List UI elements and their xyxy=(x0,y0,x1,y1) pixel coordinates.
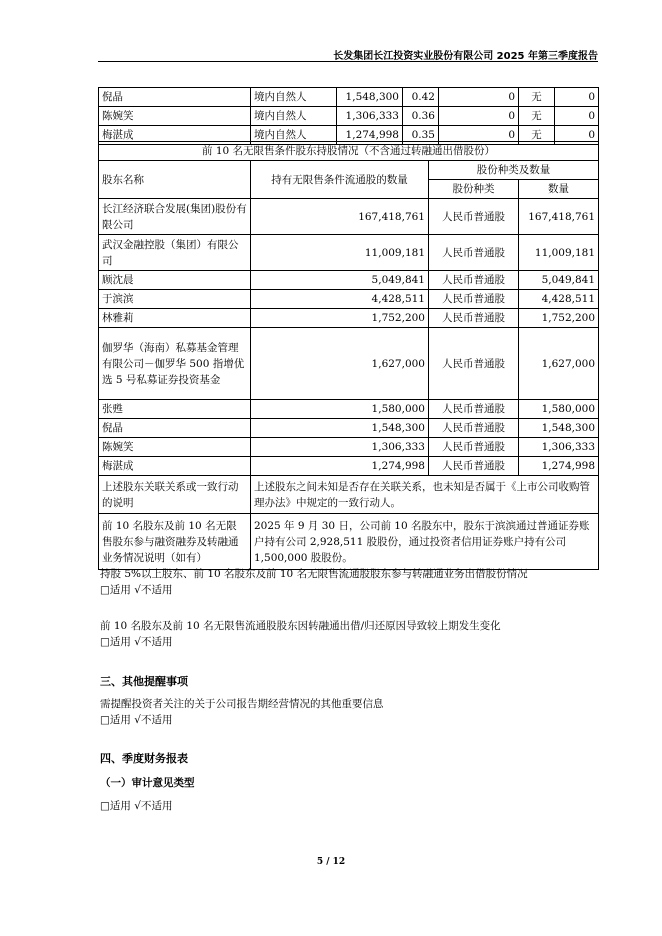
cell-kind: 人民币普通股 xyxy=(429,438,519,457)
cell-pct: 0.42 xyxy=(403,88,439,107)
cell-status: 无 xyxy=(519,107,555,126)
cell-count: 5,049,841 xyxy=(251,271,429,290)
cell-kind: 人民币普通股 xyxy=(429,199,519,235)
cell-name: 顾沈晨 xyxy=(99,271,251,290)
table-row xyxy=(99,88,599,107)
cell-count: 1,580,000 xyxy=(251,400,429,419)
section-3-title: 三、其他提醒事项 xyxy=(100,675,188,688)
cell-count: 1,274,998 xyxy=(251,457,429,476)
table-row xyxy=(99,328,599,400)
margin-text: 2025 年 9 月 30 日，公司前 10 名股东中，股东于滨滨通过普通证券账户持有公司 2,928,511 股股份，通过投资者信用证券账户持有公司 1,500,000 股股份。 xyxy=(251,514,599,570)
cell-qty: 1,548,300 xyxy=(519,419,599,438)
cell-qty: 1,752,200 xyxy=(519,309,599,328)
cell-type: 境内自然人 xyxy=(251,126,337,145)
cell-name: 倪晶 xyxy=(99,419,251,438)
change-question: 前 10 名股东及前 10 名无限售流通股股东因转融通出借/归还原因导致较上期发生变化 xyxy=(100,620,501,632)
cell-kind: 人民币普通股 xyxy=(429,309,519,328)
cell-count: 1,548,300 xyxy=(251,419,429,438)
section-4-subtitle: （一）审计意见类型 xyxy=(100,777,195,789)
col-header-name: 股东名称 xyxy=(99,161,251,199)
cell-name: 梅湛成 xyxy=(99,126,251,145)
col-header-count: 持有无限售条件流通股的数量 xyxy=(251,161,429,199)
table-title: 前 10 名无限售条件股东持股情况（不含通过转融通出借股份） xyxy=(99,142,599,161)
cell-kind: 人民币普通股 xyxy=(429,419,519,438)
cell-name: 倪晶 xyxy=(99,88,251,107)
cell-qty: 167,418,761 xyxy=(519,199,599,235)
table-row xyxy=(99,419,599,438)
cell-name: 武汉金融控股（集团）有限公司 xyxy=(99,235,251,271)
top10-unrestricted-table xyxy=(98,141,599,570)
cell-restricted: 0 xyxy=(439,126,519,145)
cell-qty: 11,009,181 xyxy=(519,235,599,271)
cell-count: 1,752,200 xyxy=(251,309,429,328)
cell-restricted: 0 xyxy=(439,107,519,126)
cell-qty: 1,274,998 xyxy=(519,457,599,476)
section-4-option: □适用 √不适用 xyxy=(100,800,173,812)
cell-qty: 0 xyxy=(555,88,599,107)
top-shareholders-table-tail xyxy=(98,87,599,145)
cell-kind: 人民币普通股 xyxy=(429,457,519,476)
cell-kind: 人民币普通股 xyxy=(429,271,519,290)
cell-name: 梅湛成 xyxy=(99,457,251,476)
cell-status: 无 xyxy=(519,126,555,145)
cell-qty: 0 xyxy=(555,126,599,145)
cell-shares: 1,274,998 xyxy=(337,126,403,145)
cell-status: 无 xyxy=(519,88,555,107)
cell-type: 境内自然人 xyxy=(251,107,337,126)
cell-qty: 0 xyxy=(555,107,599,126)
table-row xyxy=(99,290,599,309)
table-row xyxy=(99,235,599,271)
cell-count: 1,306,333 xyxy=(251,438,429,457)
table-row xyxy=(99,400,599,419)
section-3-question: 需提醒投资者关注的关于公司报告期经营情况的其他重要信息 xyxy=(100,698,384,710)
cell-kind: 人民币普通股 xyxy=(429,400,519,419)
cell-type: 境内自然人 xyxy=(251,88,337,107)
cell-qty: 1,306,333 xyxy=(519,438,599,457)
header-rule xyxy=(98,61,598,62)
table-row xyxy=(99,457,599,476)
col-header-kind: 股份种类 xyxy=(429,180,519,199)
section-3-option: □适用 √不适用 xyxy=(100,714,173,726)
cell-name: 长江经济联合发展(集团)股份有限公司 xyxy=(99,199,251,235)
table-row xyxy=(99,438,599,457)
cell-kind: 人民币普通股 xyxy=(429,290,519,309)
page-header: 长发集团长江投资实业股份有限公司 2025 年第三季度报告 xyxy=(333,51,598,62)
table-row xyxy=(99,107,599,126)
cell-shares: 1,306,333 xyxy=(337,107,403,126)
table-row xyxy=(99,309,599,328)
cell-name: 张甦 xyxy=(99,400,251,419)
col-header-qty: 数量 xyxy=(519,180,599,199)
lending-option: □适用 √不适用 xyxy=(100,584,173,596)
cell-count: 1,627,000 xyxy=(251,328,429,400)
cell-kind: 人民币普通股 xyxy=(429,328,519,400)
cell-pct: 0.36 xyxy=(403,107,439,126)
cell-name: 陈婉笑 xyxy=(99,107,251,126)
relation-text: 上述股东之间未知是否存在关联关系，也未知是否属于《上市公司收购管理办法》中规定的一致行动人。 xyxy=(251,476,599,514)
margin-label: 前 10 名股东及前 10 名无限售股东参与融资融券及转融通业务情况说明（如有） xyxy=(99,514,251,570)
cell-shares: 1,548,300 xyxy=(337,88,403,107)
cell-qty: 1,580,000 xyxy=(519,400,599,419)
cell-qty: 1,627,000 xyxy=(519,328,599,400)
cell-name: 林雅莉 xyxy=(99,309,251,328)
col-header-kind-group: 股份种类及数量 xyxy=(429,161,599,180)
cell-count: 4,428,511 xyxy=(251,290,429,309)
cell-qty: 5,049,841 xyxy=(519,271,599,290)
cell-qty: 4,428,511 xyxy=(519,290,599,309)
cell-name: 于滨滨 xyxy=(99,290,251,309)
lending-question: 持股 5%以上股东、前 10 名股东及前 10 名无限售流通股股东参与转融通业务出借股份情况 xyxy=(100,568,528,580)
cell-count: 11,009,181 xyxy=(251,235,429,271)
cell-pct: 0.35 xyxy=(403,126,439,145)
cell-name: 陈婉笑 xyxy=(99,438,251,457)
cell-count: 167,418,761 xyxy=(251,199,429,235)
table-row xyxy=(99,199,599,235)
change-option: □适用 √不适用 xyxy=(100,636,173,648)
relation-label: 上述股东关联关系或一致行动的说明 xyxy=(99,476,251,514)
table-row xyxy=(99,271,599,290)
cell-restricted: 0 xyxy=(439,88,519,107)
section-4-title: 四、季度财务报表 xyxy=(100,752,188,765)
cell-kind: 人民币普通股 xyxy=(429,235,519,271)
cell-name: 伽罗华（海南）私募基金管理有限公司－伽罗华 500 指增优选 5 号私募证券投资基金 xyxy=(99,328,251,400)
page-number: 5 / 12 xyxy=(316,857,346,867)
